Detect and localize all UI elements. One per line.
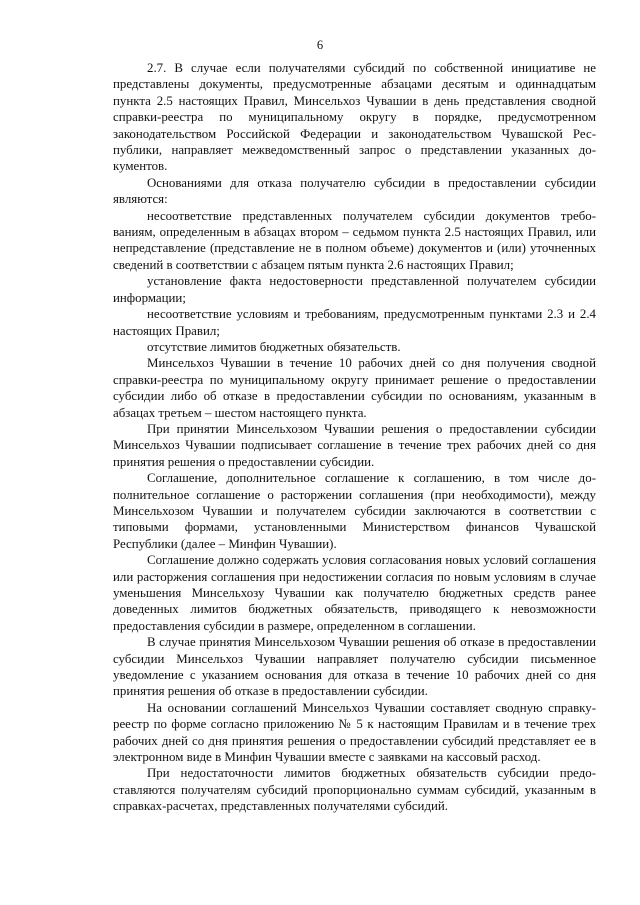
paragraph-ground-false-information: установление факта недостоверности представленной получателем субсидии информации; (113, 274, 596, 305)
document-body (113, 60, 596, 815)
paragraph-2-7: 2.7. В случае если получателями субсидий по собственной инициативе не представлены документы, предусмотренные абзацами десятым и одиннадцатым пункта 2.5 настоящих Правил, Минсельхоз Чувашии в день представления сводной справки-реестра по муниципальному округу в порядке, предусмотренном законодательством Российской Федерации и законодательством Чувашской Республики, направляет межведомственный запрос о представлении указанных документов. (113, 61, 596, 174)
paragraph-ground-no-limits: отсутствие лимитов бюджетных обязательств. (147, 339, 401, 354)
paragraph-agreement-forms: Соглашение, дополнительное соглашение к соглашению, в том числе дополнительное соглашение о расторжении соглашения (при необходимости), между Минсельхозом Чувашии и получателем субсидии заключаются в соответствии с типовыми формами, установленными Министерством финансов Чувашской Республики (далее – Минфин Чувашии). (113, 471, 596, 551)
paragraph-ground-conditions-mismatch: несоответствие условиям и требованиям, предусмотренным пунктами 2.3 и 2.4 настоящих Правил; (113, 307, 596, 338)
paragraph-limits-shortage: При недостаточности лимитов бюджетных обязательств субсидии предоставляются получателям субсидий пропорционально суммам субсидий, указанным в справках-расчетах, представленных получателями субсидий. (113, 766, 596, 814)
paragraph-agreement-conditions: Соглашение должно содержать условия согласования новых условий соглашения или расторжения соглашения при недостижении согласия по новым условиям в случае уменьшения Минсельхозу Чувашии как получателю бюджетных средств ранее доведенных лимитов бюджетных обязательств, приводящего к невозможности предоставления субсидии в размере, определенном в соглашении. (113, 553, 596, 633)
page-number: 6 (316, 38, 324, 52)
paragraph-refusal-grounds-intro: Основаниями для отказа получателю субсидии в предоставлении субсидии являются: (113, 175, 596, 207)
paragraph-refusal-notice: В случае принятия Минсельхозом Чувашии решения об отказе в предоставлении субсидии Минсельхоз Чувашии направляет получателю субсидии письменное уведомление с указанием основания для отказа в течение 10 рабочих дней со дня принятия решения об отказе в предоставлении субсидии. (113, 635, 596, 699)
paragraph-agreement-signing: При принятии Минсельхозом Чувашии решения о предоставлении субсидии Минсельхоз Чувашии подписывает соглашение в течение трех рабочих дней со дня принятия решения о предоставлении субсидии. (113, 421, 596, 469)
paragraph-summary-register: На основании соглашений Минсельхоз Чувашии составляет сводную справку-реестр по форме согласно приложению № 5 к настоящим Правилам и в течение трех рабочих дней со дня принятия решения о предоставлении субсидий представляет ее в электронном виде в Минфин Чувашии вместе с заявками на кассовый расход. (113, 700, 596, 765)
paragraph-decision-term: Минсельхоз Чувашии в течение 10 рабочих дней со дня получения сводной справки-реестра по муниципальному округу принимает решение о предоставлении субсидии либо об отказе в предоставлении субсидии по основаниям, указанным в абзацах третьем – шестом настоящего пункта. (113, 356, 596, 420)
paragraph-ground-documents-mismatch: несоответствие представленных получателем субсидии документов требованиям, определенным в абзацах втором – седьмом пункта 2.5 настоящих Правил, или непредставление (представление не в полном объеме) документов и (или) уточненных сведений в соответствии с абзацем пятым пункта 2.6 настоящих Правил; (113, 208, 596, 272)
